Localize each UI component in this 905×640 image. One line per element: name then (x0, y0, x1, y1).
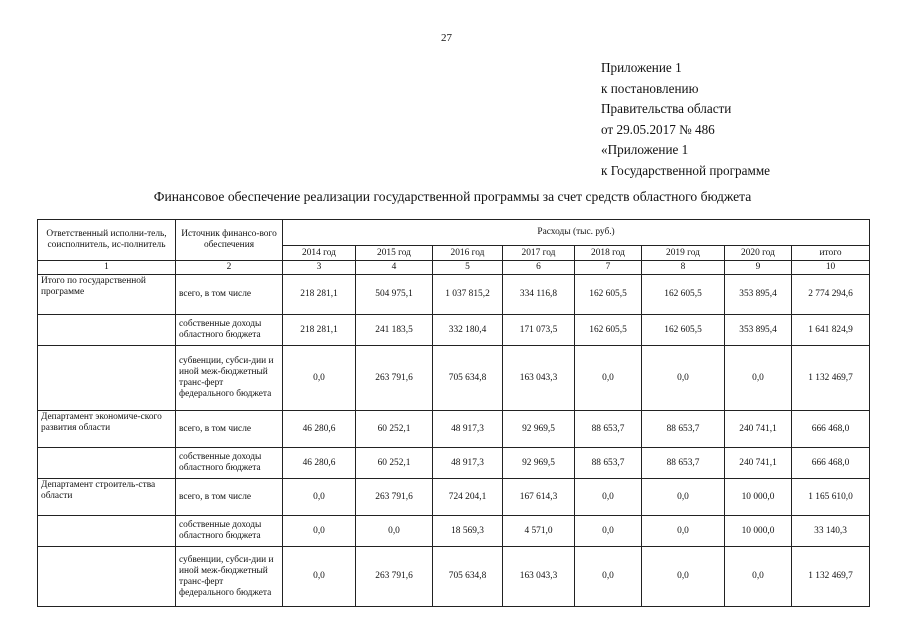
total-cell: 33 140,3 (792, 516, 870, 547)
amount-cell: 88 653,7 (575, 448, 642, 479)
source-cell: всего, в том числе (176, 275, 283, 315)
table-row (38, 346, 870, 411)
amount-cell: 60 252,1 (356, 448, 433, 479)
column-number: 4 (356, 261, 433, 275)
amount-cell: 18 569,3 (433, 516, 503, 547)
amount-cell: 88 653,7 (642, 411, 725, 448)
page-number: 27 (441, 32, 452, 44)
total-cell: 1 132 469,7 (792, 346, 870, 411)
table-row (38, 516, 870, 547)
amount-cell: 48 917,3 (433, 411, 503, 448)
total-cell: 666 468,0 (792, 448, 870, 479)
header-source: Источник финансо-вого обеспечения (176, 220, 283, 261)
amount-cell: 171 073,5 (503, 315, 575, 346)
amount-cell: 0,0 (642, 547, 725, 607)
amount-cell: 0,0 (575, 547, 642, 607)
amount-cell: 10 000,0 (725, 516, 792, 547)
total-cell: 666 468,0 (792, 411, 870, 448)
amount-cell: 88 653,7 (642, 448, 725, 479)
amount-cell: 162 605,5 (575, 275, 642, 315)
amount-cell: 263 791,6 (356, 346, 433, 411)
executor-cell (38, 346, 176, 411)
amount-cell: 0,0 (283, 547, 356, 607)
header-year: 2019 год (642, 246, 725, 261)
amount-cell: 353 895,4 (725, 315, 792, 346)
source-cell: собственные доходы областного бюджета (176, 448, 283, 479)
amount-cell: 46 280,6 (283, 448, 356, 479)
column-number: 9 (725, 261, 792, 275)
amount-cell: 724 204,1 (433, 479, 503, 516)
appendix-reference (601, 58, 770, 181)
source-cell: собственные доходы областного бюджета (176, 315, 283, 346)
column-number: 5 (433, 261, 503, 275)
amount-cell: 332 180,4 (433, 315, 503, 346)
appendix-line: «Приложение 1 (601, 142, 689, 157)
header-year: 2014 год (283, 246, 356, 261)
column-number: 6 (503, 261, 575, 275)
column-number: 7 (575, 261, 642, 275)
amount-cell: 92 969,5 (503, 448, 575, 479)
amount-cell: 240 741,1 (725, 448, 792, 479)
appendix-line: Приложение 1 (601, 60, 682, 75)
column-numbers-row (38, 261, 870, 275)
header-executor: Ответственный исполни-тель, соисполнитель, ис-полнитель (38, 220, 176, 261)
amount-cell: 0,0 (725, 346, 792, 411)
amount-cell: 504 975,1 (356, 275, 433, 315)
source-cell: собственные доходы областного бюджета (176, 516, 283, 547)
table-row (38, 448, 870, 479)
total-cell: 1 641 824,9 (792, 315, 870, 346)
amount-cell: 10 000,0 (725, 479, 792, 516)
amount-cell: 240 741,1 (725, 411, 792, 448)
header-expenses: Расходы (тыс. руб.) (283, 220, 870, 246)
executor-cell (38, 448, 176, 479)
amount-cell: 0,0 (283, 516, 356, 547)
amount-cell: 0,0 (283, 346, 356, 411)
amount-cell: 263 791,6 (356, 479, 433, 516)
header-row (38, 220, 870, 246)
appendix-line: Правительства области (601, 101, 732, 116)
source-cell: всего, в том числе (176, 479, 283, 516)
amount-cell: 0,0 (642, 479, 725, 516)
executor-cell (38, 547, 176, 607)
amount-cell: 162 605,5 (642, 275, 725, 315)
column-number: 3 (283, 261, 356, 275)
column-number: 1 (38, 261, 176, 275)
amount-cell: 0,0 (283, 479, 356, 516)
amount-cell: 0,0 (642, 346, 725, 411)
table-row (38, 315, 870, 346)
source-cell: субвенции, субси-дии и иной меж-бюджетный транс-ферт федерального бюджета (176, 547, 283, 607)
header-year: 2016 год (433, 246, 503, 261)
header-year: 2017 год (503, 246, 575, 261)
amount-cell: 0,0 (575, 346, 642, 411)
amount-cell: 1 037 815,2 (433, 275, 503, 315)
header-year: 2015 год (356, 246, 433, 261)
amount-cell: 163 043,3 (503, 547, 575, 607)
amount-cell: 0,0 (642, 516, 725, 547)
financing-table (37, 219, 870, 607)
appendix-line: к постановлению (601, 80, 699, 96)
header-total: итого (792, 246, 870, 261)
executor-cell: Итого по государственной программе (38, 275, 176, 315)
executor-cell: Департамент строитель-ства области (38, 479, 176, 516)
amount-cell: 48 917,3 (433, 448, 503, 479)
amount-cell: 88 653,7 (575, 411, 642, 448)
amount-cell: 162 605,5 (575, 315, 642, 346)
column-number: 8 (642, 261, 725, 275)
table-row (38, 411, 870, 448)
column-number: 2 (176, 261, 283, 275)
amount-cell: 218 281,1 (283, 315, 356, 346)
document-title: Финансовое обеспечение реализации государственной программы за счет средств областного бюджета (153, 189, 752, 204)
amount-cell: 353 895,4 (725, 275, 792, 315)
table-row (38, 275, 870, 315)
amount-cell: 0,0 (575, 516, 642, 547)
appendix-line: от 29.05.2017 № 486 (601, 121, 715, 137)
header-year: 2020 год (725, 246, 792, 261)
amount-cell: 0,0 (725, 547, 792, 607)
amount-cell: 60 252,1 (356, 411, 433, 448)
executor-cell (38, 516, 176, 547)
table-row (38, 479, 870, 516)
amount-cell: 4 571,0 (503, 516, 575, 547)
total-cell: 2 774 294,6 (792, 275, 870, 315)
amount-cell: 0,0 (356, 516, 433, 547)
amount-cell: 705 634,8 (433, 547, 503, 607)
amount-cell: 218 281,1 (283, 275, 356, 315)
total-cell: 1 165 610,0 (792, 479, 870, 516)
executor-cell: Департамент экономиче-ского развития области (38, 411, 176, 448)
amount-cell: 263 791,6 (356, 547, 433, 607)
source-cell: субвенции, субси-дии и иной меж-бюджетный транс-ферт федерального бюджета (176, 346, 283, 411)
amount-cell: 92 969,5 (503, 411, 575, 448)
amount-cell: 705 634,8 (433, 346, 503, 411)
amount-cell: 46 280,6 (283, 411, 356, 448)
amount-cell: 167 614,3 (503, 479, 575, 516)
amount-cell: 163 043,3 (503, 346, 575, 411)
total-cell: 1 132 469,7 (792, 547, 870, 607)
appendix-line: к Государственной программе (601, 162, 771, 178)
source-cell: всего, в том числе (176, 411, 283, 448)
amount-cell: 241 183,5 (356, 315, 433, 346)
column-number: 10 (792, 261, 870, 275)
amount-cell: 162 605,5 (642, 315, 725, 346)
table-row (38, 547, 870, 607)
header-year: 2018 год (575, 246, 642, 261)
amount-cell: 0,0 (575, 479, 642, 516)
amount-cell: 334 116,8 (503, 275, 575, 315)
executor-cell (38, 315, 176, 346)
